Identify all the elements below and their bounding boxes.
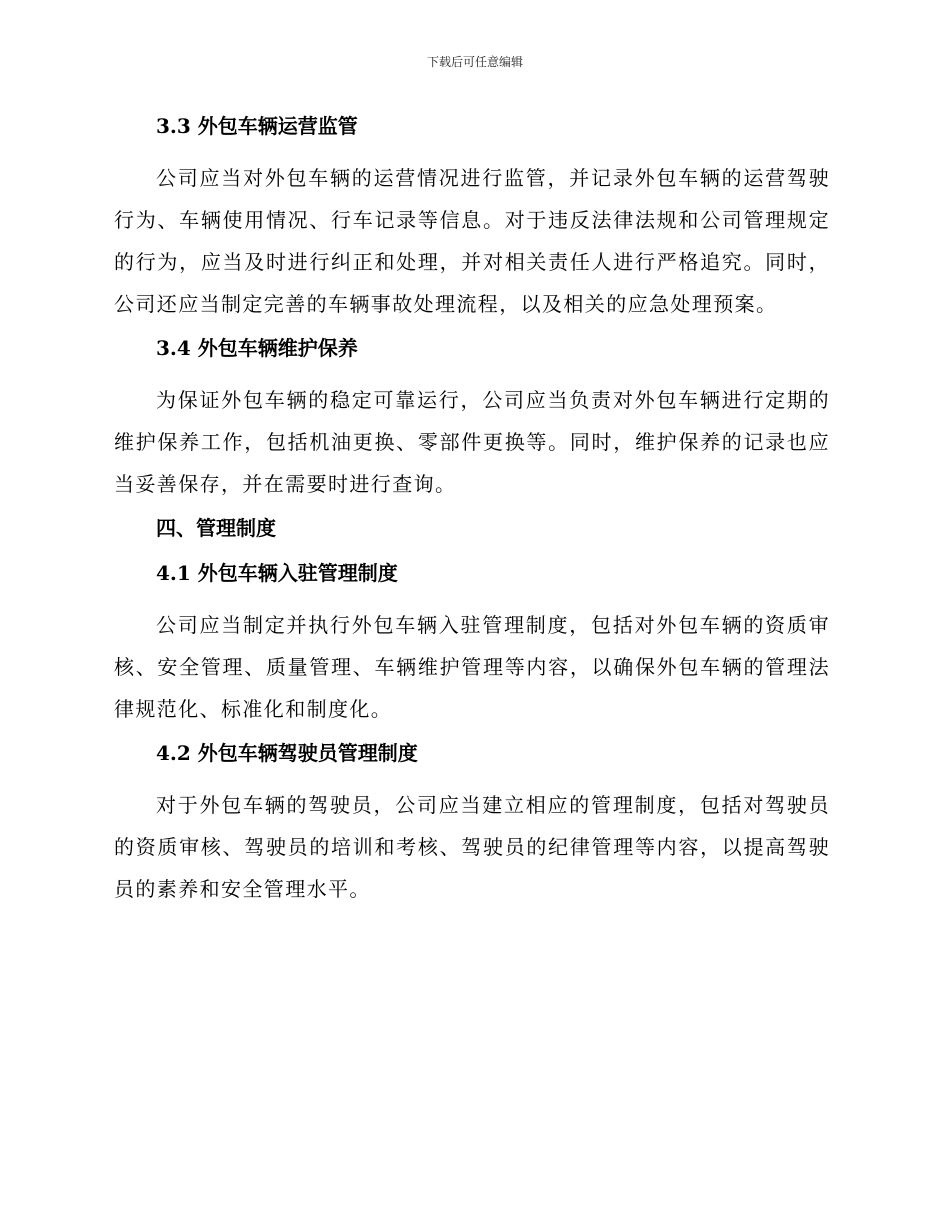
section-heading-3-3: 3.3 外包车辆运营监管 (156, 114, 358, 138)
document-body (114, 112, 830, 919)
section-paragraph-4-1: 公司应当制定并执行外包车辆入驻管理制度，包括对外包车辆的资质审核、安全管理、质量管理、车辆维护管理等内容，以确保外包车辆的管理法律规范化、标准化和制度化。 (114, 613, 830, 721)
section-paragraph-3-3: 公司应当对外包车辆的运营情况进行监管，并记录外包车辆的运营驾驶行为、车辆使用情况、行车记录等信息。对于违反法律法规和公司管理规定的行为，应当及时进行纠正和处理，并对相关责任人进行严格追究。同时，公司还应当制定完善的车辆事故处理流程，以及相关的应急处理预案。 (114, 166, 830, 316)
page-header: 下载后可任意编辑 (426, 55, 523, 69)
section-paragraph-3-4: 为保证外包车辆的稳定可靠运行，公司应当负责对外包车辆进行定期的维护保养工作，包括机油更换、零部件更换等。同时，维护保养的记录也应当妥善保存，并在需要时进行查询。 (114, 388, 830, 496)
section-heading-3-4: 3.4 外包车辆维护保养 (156, 336, 358, 360)
section-heading-4-1: 4.1 外包车辆入驻管理制度 (156, 561, 398, 585)
section-paragraph-4-2: 对于外包车辆的驾驶员，公司应当建立相应的管理制度，包括对驾驶员的资质审核、驾驶员的培训和考核、驾驶员的纪律管理等内容，以提高驾驶员的素养和安全管理水平。 (114, 793, 830, 901)
chapter-heading-4: 四、管理制度 (156, 516, 276, 540)
section-heading-4-2: 4.2 外包车辆驾驶员管理制度 (156, 741, 418, 765)
